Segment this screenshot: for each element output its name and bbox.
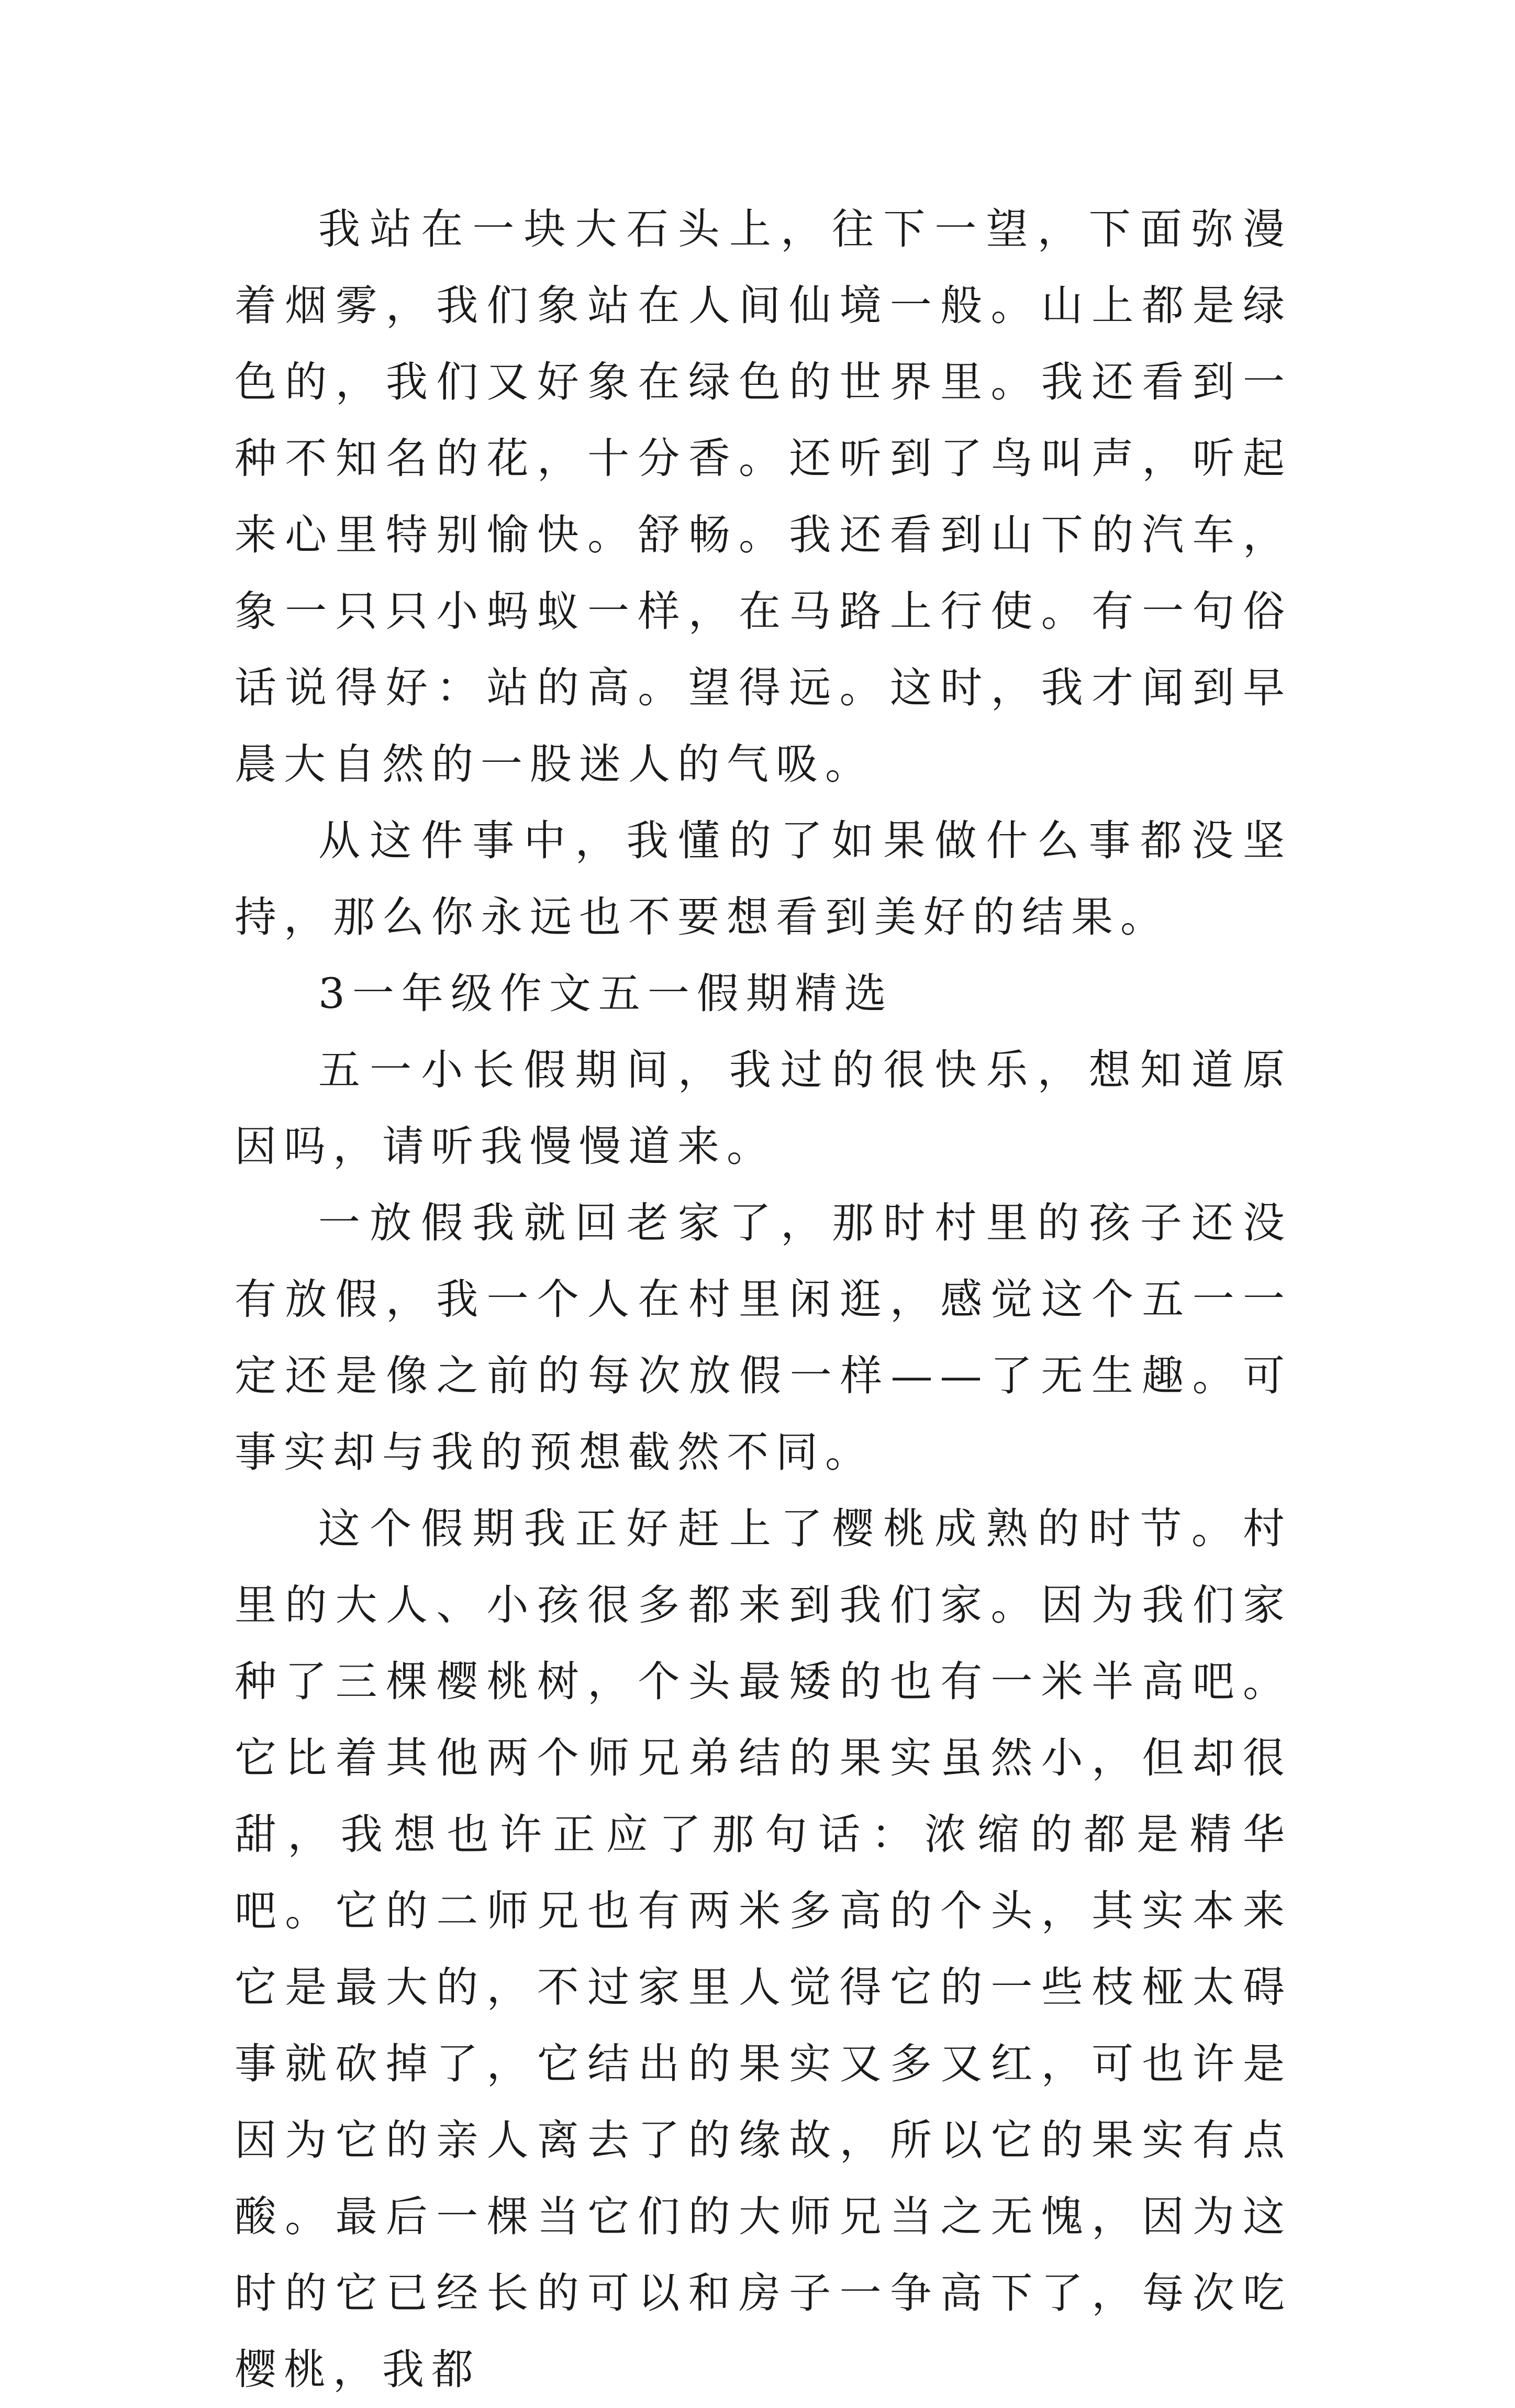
paragraph-lesson: 从这件事中，我懂的了如果做什么事都没坚持，那么你永远也不要想看到美好的结果。 — [235, 816, 1292, 941]
paragraph-hometown: 一放假我就回老家了，那时村里的孩子还没有放假，我一个人在村里闲逛，感觉这个五一一定还是像之前的每次放假一样——了无生趣。可事实却与我的预想截然不同。 — [235, 1199, 1292, 1477]
body-text — [235, 191, 1292, 2408]
paragraph-cherry-trees: 这个假期我正好赶上了樱桃成熟的时节。村里的大人、小孩很多都来到我们家。因为我们家种了三棵樱桃树，个头最矮的也有一米半高吧。它比着其他两个师兄弟结的果实虽然小，但却很甜，我想也许正应了那句话：浓缩的都是精华吧。它的二师兄也有两米多高的个头，其实本来它是最大的，不过家里人觉得它的一些枝桠太碍事就砍掉了，它结出的果实又多又红，可也许是因为它的亲人离去了的缘故，所以它的果实有点酸。最后一棵当它们的大师兄当之无愧，因为这时的它已经长的可以和房子一争高下了，每次吃樱桃，我都 — [235, 1504, 1292, 2394]
paragraph-intro: 五一小长假期间，我过的很快乐，想知道原因吗，请听我慢慢道来。 — [235, 1046, 1292, 1171]
paragraph-mountain-view: 我站在一块大石头上，往下一望，下面弥漫着烟雾，我们象站在人间仙境一般。山上都是绿色的，我们又好象在绿色的世界里。我还看到一种不知名的花，十分香。还听到了鸟叫声，听起来心里特别愉快。舒畅。我还看到山下的汽车，象一只只小蚂蚁一样，在马路上行使。有一句俗话说得好：站的高。望得远。这时，我才闻到早晨大自然的一股迷人的气吸。 — [235, 205, 1292, 789]
section-heading: 3一年级作文五一假期精选 — [318, 969, 894, 1018]
